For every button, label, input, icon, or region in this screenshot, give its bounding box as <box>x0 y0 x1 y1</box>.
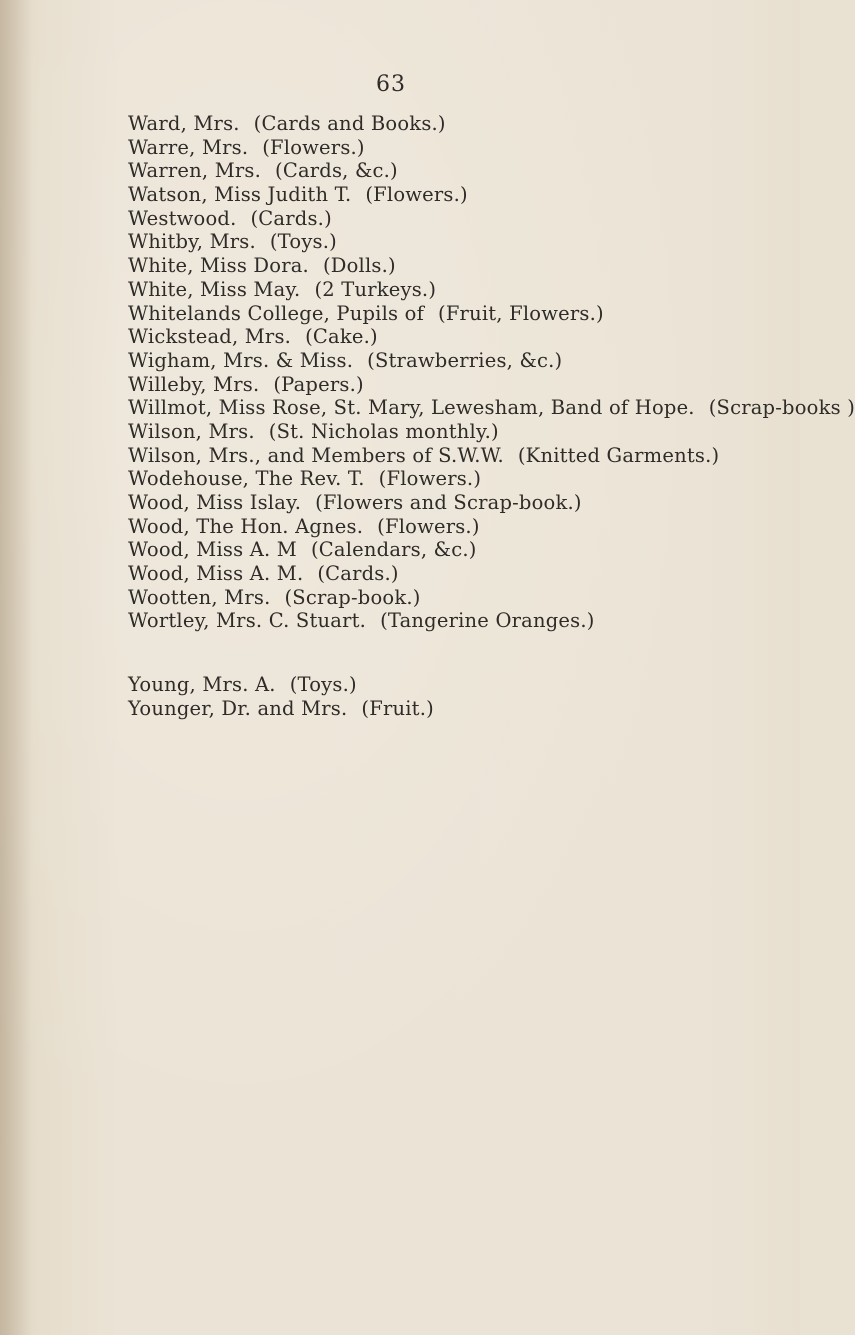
donor-list-y <box>128 673 788 720</box>
donor-entry <box>128 515 788 539</box>
gift-description: (Calendars, &c.) <box>310 538 477 562</box>
donor-name: Wodehouse, The Rev. T. <box>128 467 365 491</box>
donor-entry <box>128 112 788 136</box>
donor-entry <box>128 254 788 278</box>
donor-entry <box>128 325 788 349</box>
gift-description: (Cards.) <box>250 206 332 230</box>
donor-name: Wortley, Mrs. C. Stuart. <box>128 609 367 633</box>
donor-name: Wigham, Mrs. & Miss. <box>128 348 354 372</box>
donor-entry <box>128 349 788 373</box>
donor-entry <box>128 207 788 231</box>
donor-entry <box>128 444 788 468</box>
donor-entry <box>128 373 788 397</box>
donor-entry <box>128 673 788 697</box>
donor-name: Wootten, Mrs. <box>128 585 271 609</box>
page-edge-shadow <box>0 0 32 1335</box>
gift-description: (Toys.) <box>289 673 357 697</box>
gift-description: (Flowers.) <box>365 183 468 207</box>
gift-description: (Scrap-books ) <box>708 396 855 420</box>
gift-description: (Flowers.) <box>262 135 365 159</box>
gift-description: (Toys.) <box>269 230 337 254</box>
donor-list-w <box>128 112 855 633</box>
donor-entry <box>128 136 788 160</box>
donor-name: Wood, Miss Islay. <box>128 491 302 514</box>
donor-name: Warre, Mrs. <box>128 135 249 159</box>
donor-entry <box>128 697 788 721</box>
donor-name: White, Miss Dora. <box>128 254 309 278</box>
gift-description: (Tangerine Oranges.) <box>380 609 595 633</box>
donor-entry <box>128 278 788 302</box>
gift-description: (Fruit, Flowers.) <box>438 301 604 325</box>
donor-entry <box>128 420 788 444</box>
donor-list <box>128 112 855 721</box>
gift-description: (St. Nicholas monthly.) <box>268 419 499 443</box>
donor-name: White, Miss May. <box>128 277 301 301</box>
donor-entry <box>128 609 788 633</box>
gift-description: (Fruit.) <box>361 696 434 720</box>
donor-name: Willmot, Miss Rose, St. Mary, Lewesham, Band of Hope. <box>128 396 695 420</box>
donor-name: Warren, Mrs. <box>128 159 262 183</box>
donor-name: Westwood. <box>128 206 237 230</box>
gift-description: (Papers.) <box>273 372 364 396</box>
gift-description: (Strawberries, &c.) <box>367 348 563 372</box>
donor-name: Wickstead, Mrs. <box>128 325 292 349</box>
gift-description: (Flowers.) <box>377 514 480 538</box>
gift-description: (Cards and Books.) <box>253 112 446 135</box>
donor-name: Young, Mrs. A. <box>128 673 276 697</box>
donor-name: Whitby, Mrs. <box>128 230 256 254</box>
donor-name: Willeby, Mrs. <box>128 372 260 396</box>
donor-name: Ward, Mrs. <box>128 112 240 135</box>
donor-entry <box>128 562 788 586</box>
donor-name: Whitelands College, Pupils of <box>128 301 425 325</box>
gift-description: (Cake.) <box>305 325 378 349</box>
donor-name: Wilson, Mrs., and Members of S.W.W. <box>128 443 504 467</box>
donor-name: Wood, Miss A. M <box>128 538 297 562</box>
donor-name: Younger, Dr. and Mrs. <box>128 696 348 720</box>
gift-description: (2 Turkeys.) <box>314 277 437 301</box>
donor-entry <box>128 183 788 207</box>
section-gap <box>128 633 788 673</box>
donor-name: Wilson, Mrs. <box>128 419 255 443</box>
donor-entry <box>128 467 788 491</box>
gift-description: (Dolls.) <box>322 254 396 278</box>
donor-entry <box>128 586 788 610</box>
donor-entry <box>128 538 788 562</box>
gift-description: (Knitted Garments.) <box>517 443 720 467</box>
gift-description: (Scrap-book.) <box>284 585 421 609</box>
donor-entry <box>128 302 788 326</box>
donor-entry <box>128 491 788 515</box>
gift-description: (Flowers.) <box>378 467 482 491</box>
donor-entry <box>128 230 788 254</box>
gift-description: (Flowers and Scrap-book.) <box>315 491 582 514</box>
donor-entry <box>128 396 855 420</box>
gift-description: (Cards.) <box>317 562 399 586</box>
donor-name: Wood, The Hon. Agnes. <box>128 514 364 538</box>
gift-description: (Cards, &c.) <box>275 159 398 183</box>
page-number: 63 <box>376 72 406 97</box>
donor-name: Wood, Miss A. M. <box>128 562 304 586</box>
donor-entry <box>128 159 788 183</box>
donor-name: Watson, Miss Judith T. <box>128 183 352 207</box>
